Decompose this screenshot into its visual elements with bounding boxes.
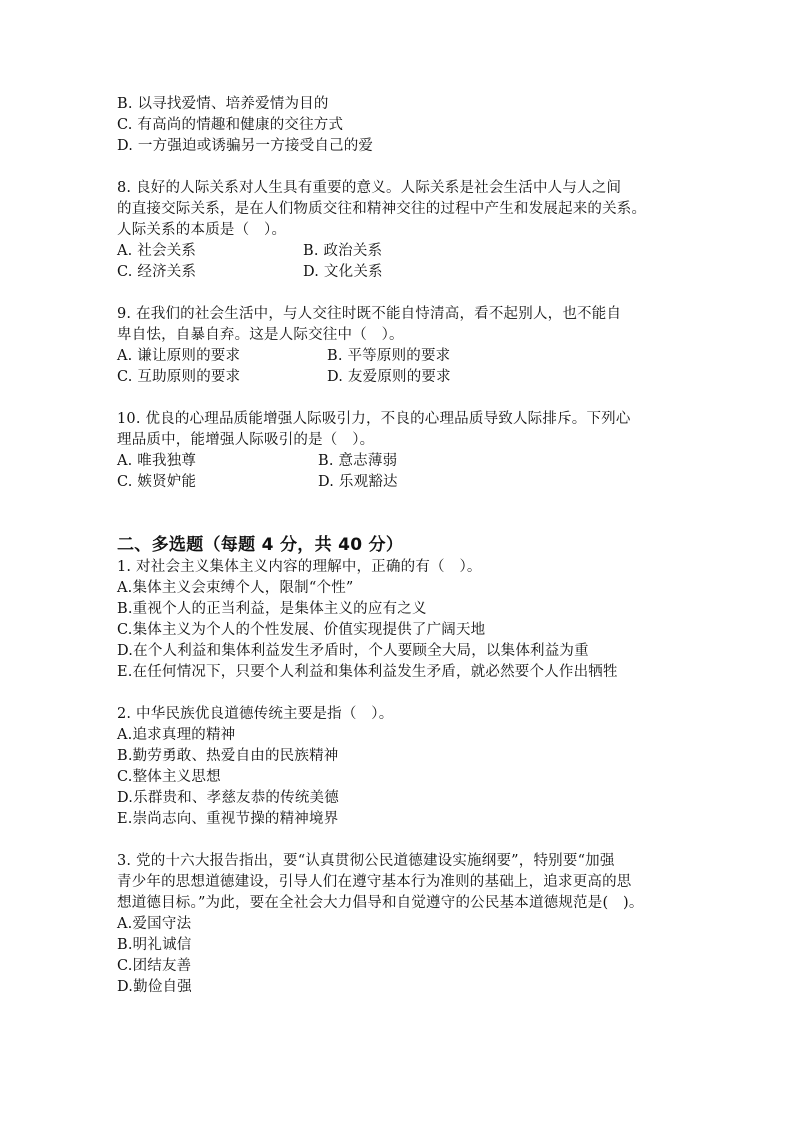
option-c: C.集体主义为个人的个性发展、价值实现提供了广阔天地 [117,622,486,638]
option-a: A.集体主义会束缚个人，限制“个性” [117,580,354,596]
section-title: 二、多选题（每题 4 分，共 40 分） [117,535,404,555]
question-text: 3. 党的十六大报告指出，要“认真贯彻公民道德建设实施纲要”，特别要“加强 [117,853,615,869]
question-text: 人际关系的本质是（ ）。 [117,222,287,238]
question-text: 想道德目标。”为此，要在全社会大力倡导和自觉遵守的公民基本道德规范是( )。 [117,895,644,911]
question-text: 2. 中华民族优良道德传统主要是指（ ）。 [117,706,394,722]
question-text: 10. 优良的心理品质能增强人际吸引力，不良的心理品质导致人际排斥。下列心 [117,411,631,427]
option-row [117,262,687,283]
option-e: E.在任何情况下，只要个人利益和集体利益发生矛盾，就必然要个人作出牺牲 [117,664,618,680]
multi-question-3 [117,851,687,998]
multi-question-1 [117,557,687,683]
option-a: A.追求真理的精神 [117,727,236,743]
exam-page [117,94,687,998]
option-row [117,451,687,472]
option-c: C.整体主义思想 [117,769,221,785]
question-text: 卑自怯，自暴自弃。这是人际交往中（ ）。 [117,327,404,343]
option-row [117,472,687,493]
option-row [117,346,687,367]
question-10 [117,409,687,493]
option-c: C. 有高尚的情趣和健康的交往方式 [117,117,344,133]
option-b: B.明礼诚信 [117,937,192,953]
option-b: B. 平等原则的要求 [327,348,451,364]
option-d: D. 乐观豁达 [318,474,398,490]
prev-question-options [117,94,687,157]
option-a: A.爱国守法 [117,916,192,932]
option-row [117,241,687,262]
option-d: D. 友爱原则的要求 [327,369,451,385]
option-a: A. 谦让原则的要求 [117,348,241,364]
question-text: 8. 良好的人际关系对人生具有重要的意义。人际关系是社会生活中人与人之间 [117,180,622,196]
question-text: 青少年的思想道德建设，引导人们在遵守基本行为准则的基础上，追求更高的思 [117,874,632,890]
option-b: B. 以寻找爱情、培养爱情为目的 [117,96,329,112]
question-text: 9. 在我们的社会生活中，与人交往时既不能自恃清高，看不起别人，也不能自 [117,306,622,322]
question-9 [117,304,687,388]
option-c: C. 嫉贤妒能 [117,474,197,490]
question-text: 理品质中，能增强人际吸引的是（ ）。 [117,432,375,448]
question-text: 的直接交际关系，是在人们物质交往和精神交往的过程中产生和发展起来的关系。 [117,201,647,217]
option-d: D.勤俭自强 [117,979,192,995]
option-e: E.崇尚志向、重视节操的精神境界 [117,811,339,827]
option-c: C.团结友善 [117,958,192,974]
option-d: D. 一方强迫或诱骗另一方接受自己的爱 [117,138,374,154]
question-8 [117,178,687,283]
option-c: C. 经济关系 [117,264,197,280]
multi-question-2 [117,704,687,830]
option-d: D. 文化关系 [303,264,383,280]
option-c: C. 互助原则的要求 [117,369,241,385]
option-b: B.勤劳勇敢、热爱自由的民族精神 [117,748,339,764]
option-a: A. 唯我独尊 [117,453,197,469]
option-b: B.重视个人的正当利益，是集体主义的应有之义 [117,601,427,617]
option-d: D.乐群贵和、孝慈友恭的传统美德 [117,790,339,806]
option-b: B. 政治关系 [303,243,383,259]
option-row [117,367,687,388]
option-a: A. 社会关系 [117,243,197,259]
option-d: D.在个人利益和集体利益发生矛盾时，个人要顾全大局，以集体利益为重 [117,643,589,659]
option-b: B. 意志薄弱 [318,453,398,469]
question-text: 1. 对社会主义集体主义内容的理解中，正确的有（ ）。 [117,559,482,575]
